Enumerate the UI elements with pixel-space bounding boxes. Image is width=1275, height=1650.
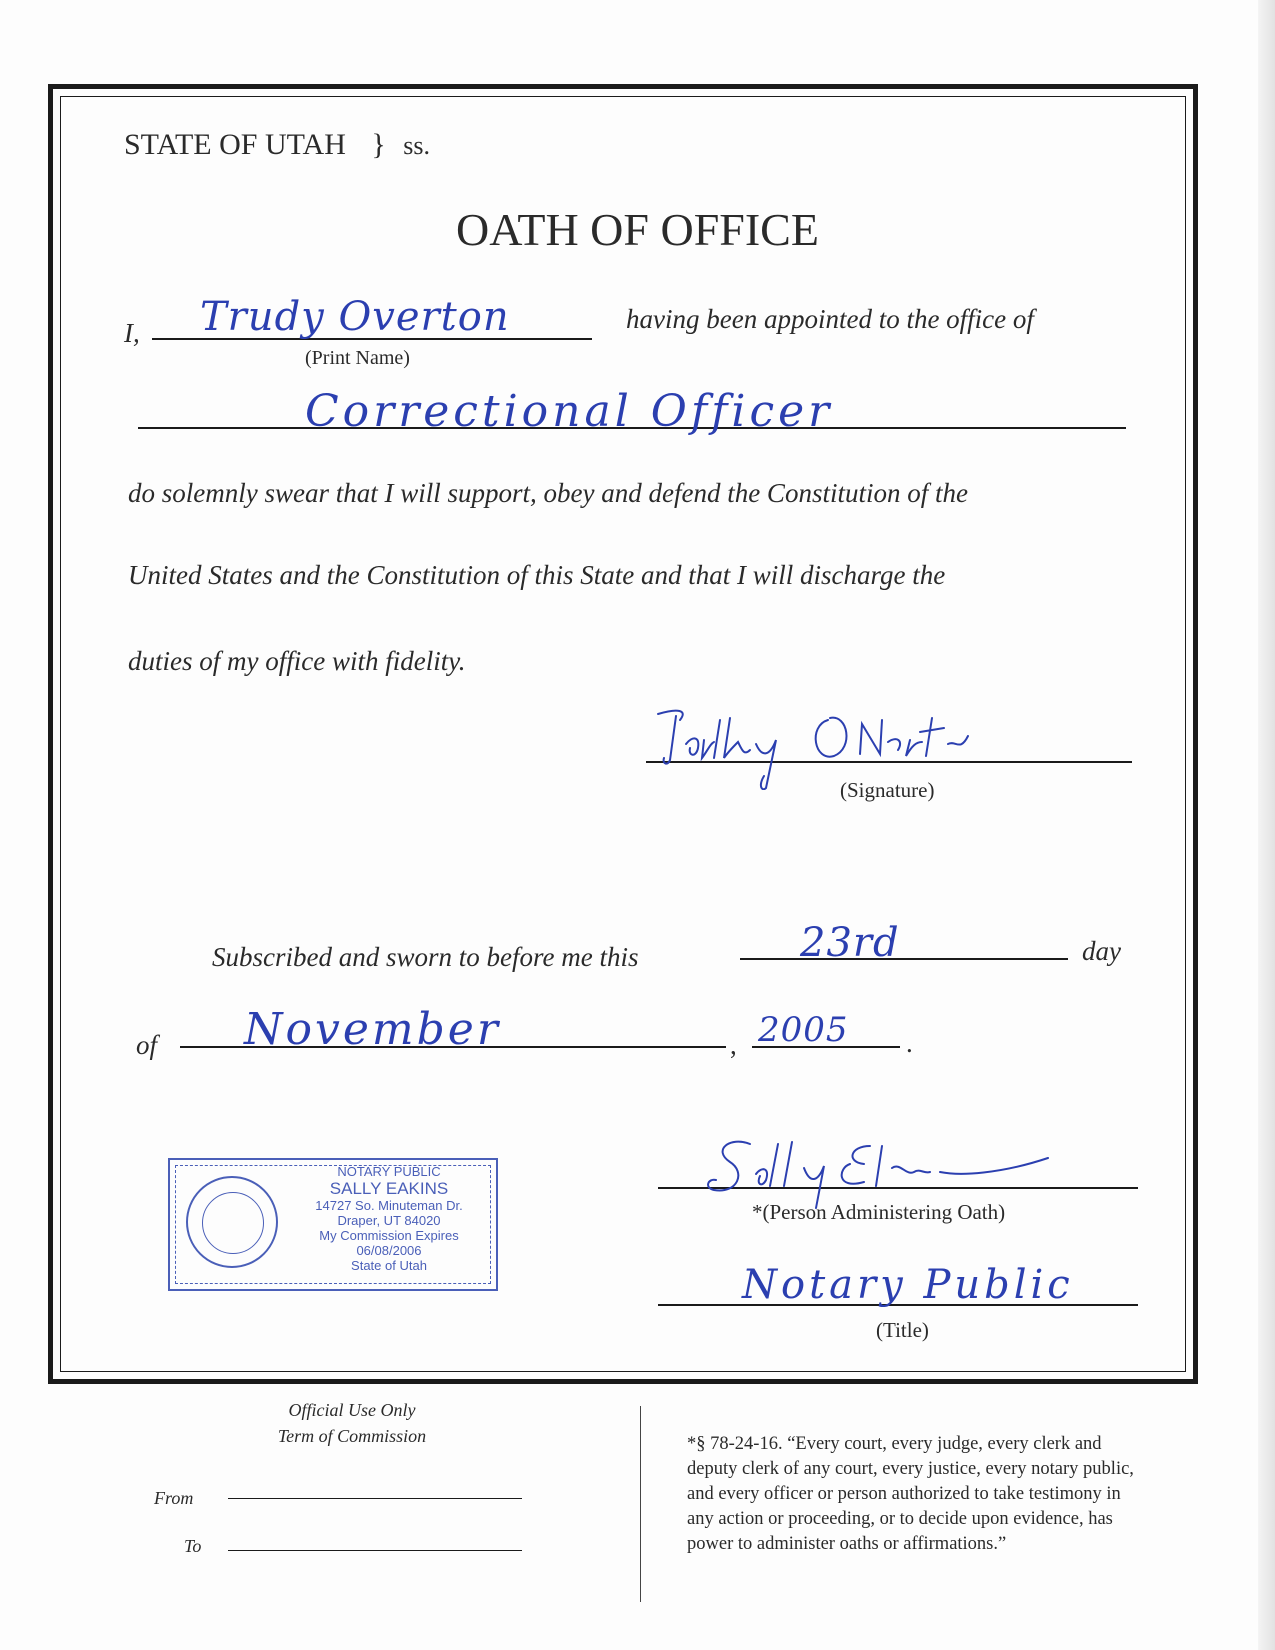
official-use-heading: Official Use Only (288, 1400, 416, 1420)
footer-divider (640, 1406, 641, 1602)
signature-image (648, 700, 988, 790)
handwritten-office: Correctional Officer (305, 386, 834, 437)
from-line (228, 1498, 522, 1499)
oath-text-line-1: do solemnly swear that I will support, obey and defend the Constitution of the (128, 478, 968, 508)
date-period: . (906, 1028, 913, 1058)
title-caption: (Title) (876, 1318, 929, 1342)
handwritten-name: Trudy Overton (200, 294, 510, 340)
notary-stamp (168, 1158, 498, 1291)
from-label: From (154, 1488, 194, 1508)
scan-edge (1258, 0, 1275, 1650)
signature-caption: (Signature) (840, 778, 935, 802)
handwritten-title: Notary Public (742, 1262, 1074, 1308)
stamp-line-name: SALLY EAKINS (329, 1179, 449, 1198)
stamp-line-expiry: My Commission Expires 06/08/2006 (319, 1228, 459, 1258)
term-heading: Term of Commission (277, 1426, 427, 1446)
statute-line-3: and every officer or person authorized to take testimony in (687, 1484, 1121, 1504)
stamp-line-state: State of Utah (351, 1258, 427, 1273)
statute-line-2: deputy clerk of any court, every justice, every notary public, (687, 1459, 1134, 1479)
sworn-text: Subscribed and sworn to before me this (212, 942, 639, 972)
statute-line-1: *§ 78-24-16. “Every court, every judge, every clerk and (687, 1434, 1102, 1454)
state-label: STATE OF UTAH (124, 128, 346, 161)
statute-line-4: any action or proceeding, or to decide upon evidence, has (687, 1509, 1113, 1529)
of-label: of (136, 1030, 158, 1060)
handwritten-day: 23rd (800, 920, 900, 966)
to-line (228, 1550, 522, 1551)
page-title: OATH OF OFFICE (456, 204, 819, 255)
day-line (740, 958, 1068, 960)
jurisdiction-header (124, 128, 430, 162)
day-label: day (1082, 936, 1121, 966)
statute-note (687, 1432, 1207, 1557)
oath-text-line-3: duties of my office with fidelity. (128, 646, 466, 676)
administrator-caption: *(Person Administering Oath) (752, 1200, 1006, 1224)
to-label: To (184, 1536, 202, 1556)
handwritten-year: 2005 (758, 1010, 849, 1050)
statute-line-5: power to administer oaths or affirmations.” (687, 1534, 1007, 1554)
oath-prefix: I, (124, 318, 140, 348)
brace: } (371, 128, 386, 161)
handwritten-month: November (244, 1004, 501, 1055)
state-seal-icon (186, 1176, 278, 1268)
date-comma: , (730, 1030, 737, 1060)
stamp-line-notary: NOTARY PUBLIC (337, 1164, 441, 1179)
print-name-caption: (Print Name) (305, 347, 410, 369)
appointed-text: having been appointed to the office of (626, 304, 1034, 334)
stamp-line-address: 14727 So. Minuteman Dr. (315, 1198, 463, 1213)
oath-text-line-2: United States and the Constitution of this State and that I will discharge the (128, 560, 946, 590)
stamp-line-city: Draper, UT 84020 (337, 1213, 441, 1228)
ss-label: ss. (403, 131, 431, 160)
